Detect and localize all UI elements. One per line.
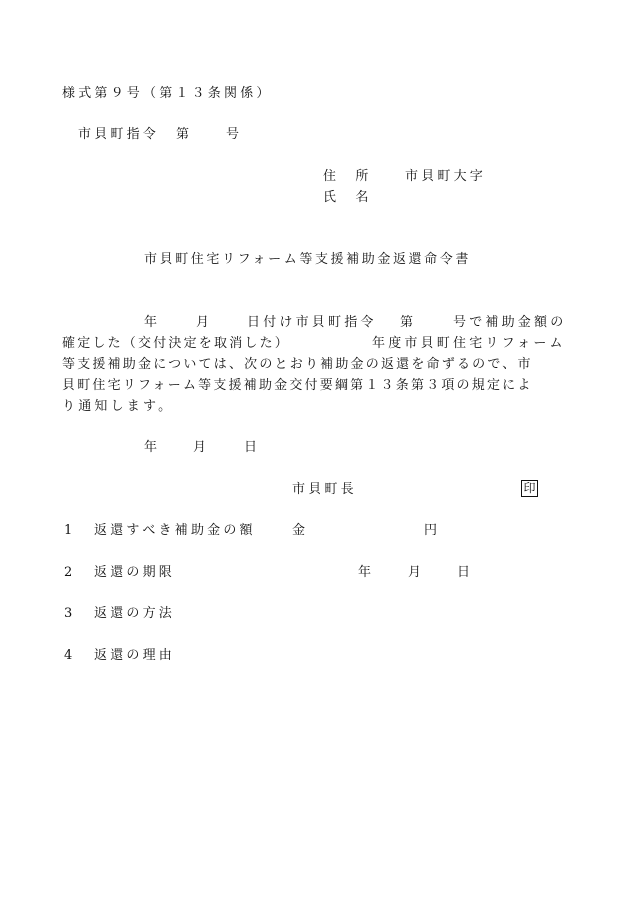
body-year: 年 (144, 315, 161, 330)
item-number: 1 (64, 523, 76, 538)
amount-kin: 金 (292, 523, 309, 538)
item-label: 返還の理由 (94, 648, 176, 663)
name-label: 氏 名 (323, 190, 372, 205)
body-line2-a: 確定した（交付決定を取消した） (62, 336, 291, 351)
body-month: 月 (196, 315, 213, 330)
doc-ref-go: 号 (226, 127, 243, 142)
item-number: 4 (64, 648, 76, 663)
seal-box: 印 (521, 480, 538, 497)
body-line4: 貝町住宅リフォーム等支援補助金交付要綱第１３条第３項の規定によ (62, 378, 533, 393)
item-label: 返還の期限 (94, 565, 176, 580)
deadline-month: 月 (408, 565, 425, 580)
item-number: 2 (64, 565, 76, 580)
address-value: 市貝町大字 (405, 169, 487, 184)
body-line5: り通知します。 (62, 399, 175, 414)
date-month: 月 (193, 440, 210, 455)
body-line2-b: 年度市貝町住宅リフォーム (372, 336, 566, 351)
body-line1-a: 日付け市貝町指令 (247, 315, 377, 330)
body-line1-dai: 第 (400, 315, 417, 330)
item-label: 返還すべき補助金の額 (94, 523, 256, 538)
issuer-title: 市貝町長 (292, 482, 357, 497)
address-label: 住 所 (323, 169, 372, 184)
deadline-day: 日 (457, 565, 474, 580)
document-title: 市貝町住宅リフォーム等支援補助金返還命令書 (144, 252, 471, 267)
body-line1-b: 号で補助金額の (453, 315, 567, 330)
amount-yen: 円 (424, 523, 441, 538)
deadline-year: 年 (358, 565, 375, 580)
body-line3: 等支援補助金については、次のとおり補助金の返還を命ずるので、市 (62, 357, 533, 372)
doc-ref-prefix: 市貝町指令 (78, 127, 160, 142)
doc-ref-dai: 第 (176, 127, 193, 142)
date-year: 年 (144, 440, 161, 455)
item-label: 返還の方法 (94, 606, 176, 621)
form-number: 様式第９号（第１３条関係） (62, 86, 273, 101)
item-number: 3 (64, 606, 76, 621)
date-day: 日 (244, 440, 261, 455)
